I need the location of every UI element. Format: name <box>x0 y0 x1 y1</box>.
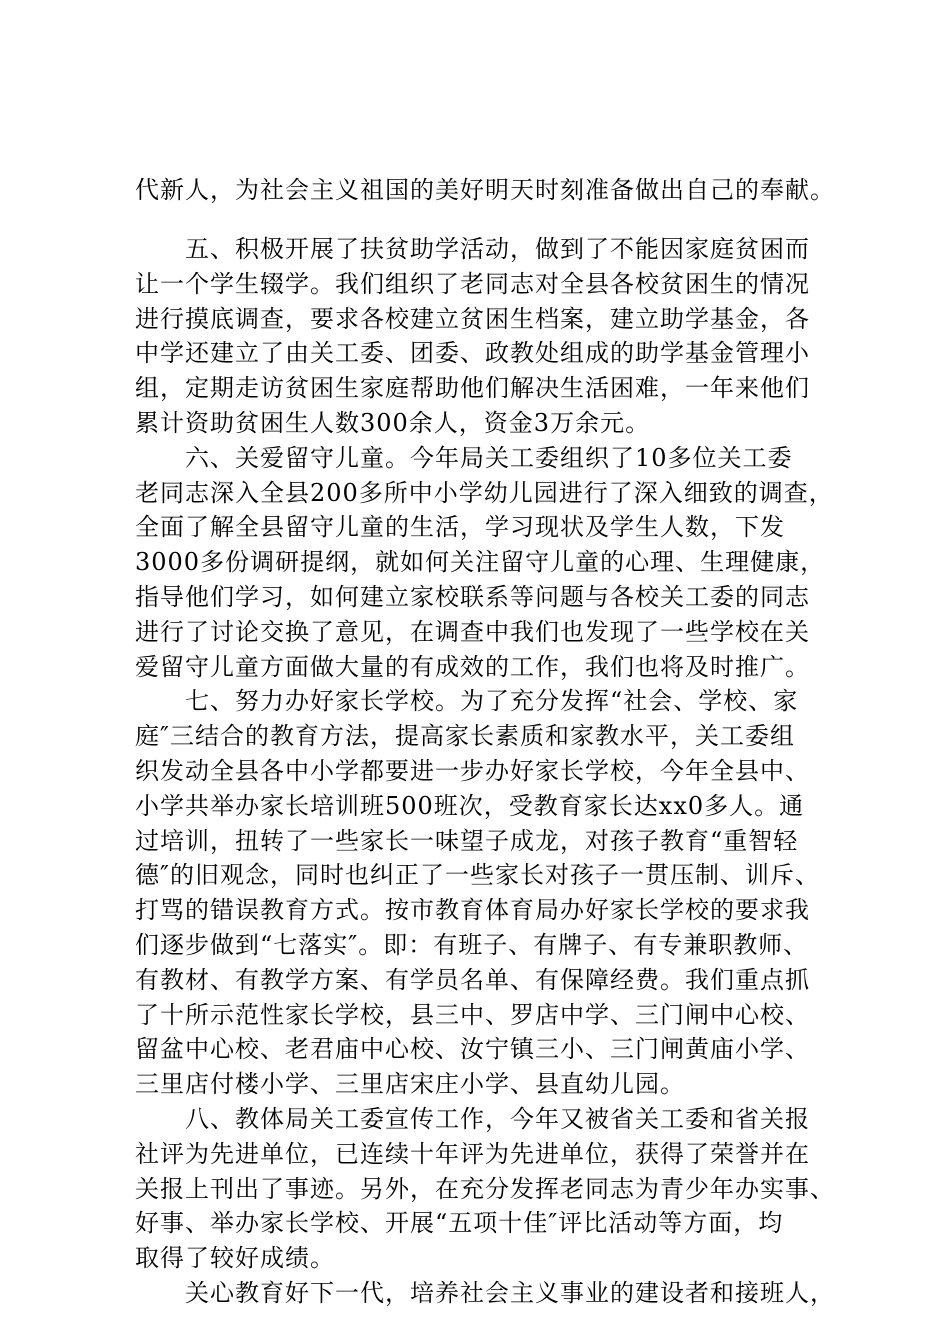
text-line: 关心教育好下一代，培养社会主义事业的建设者和接班人， <box>135 1278 835 1307</box>
text-line: 庭″三结合的教育方法，提高家长素质和家教水平，关工委组 <box>135 722 795 751</box>
text-line: 组，定期走访贫困生家庭帮助他们解决生活困难，一年来他们 <box>135 374 810 403</box>
text-line: 爱留守儿童方面做大量的有成效的工作，我们也将及时推广。 <box>135 652 810 681</box>
text-line: 们逐步做到“七落实″。即：有班子、有牌子、有专兼职教师、 <box>135 930 809 959</box>
text-line: 全面了解全县留守儿童的生活，学习现状及学生人数，下发 <box>135 513 785 542</box>
text-line: 关报上刊出了事迹。另外，在充分发挥老同志为青少年办实事、 <box>135 1174 835 1203</box>
text-line: 代新人，为社会主义祖国的美好明天时刻准备做出自己的奉献。 <box>135 176 835 204</box>
text-line: 小学共举办家长培训班500班次，受教育家长达xx0多人。通 <box>135 791 805 820</box>
text-line: 留盆中心校、老君庙中心校、汝宁镇三小、三门闸黄庙小学、 <box>135 1035 810 1064</box>
text-line: 指导他们学习，如何建立家校联系等问题与各校关工委的同志 <box>135 582 810 611</box>
text-line: 累计资助贫困生人数300余人，资金3万余元。 <box>135 408 651 437</box>
body-text <box>135 232 835 1311</box>
text-line: 好事、举办家长学校、开展“五项十佳″评比活动等方面，均 <box>135 1209 784 1238</box>
text-line: 过培训，扭转了一些家长一味望子成龙，对孩子教育“重智轻 <box>135 826 799 855</box>
paragraph-closing-line <box>135 173 835 208</box>
text-line: 八、教体局关工委宣传工作，今年又被省关工委和省关报 <box>135 1104 810 1133</box>
text-line: 了十所示范性家长学校，县三中、罗店中学、三门闸中心校、 <box>135 1000 810 1029</box>
text-line: 打骂的错误教育方式。按市教育体育局办好家长学校的要求我 <box>135 896 810 925</box>
text-line: 五、积极开展了扶贫助学活动，做到了不能因家庭贫困而 <box>135 235 810 263</box>
text-line: 取得了较好成绩。 <box>135 1244 335 1273</box>
text-line: 让一个学生辍学。我们组织了老同志对全县各校贫困生的情况 <box>135 269 810 298</box>
text-line: 3000多份调研提纲，就如何关注留守儿童的心理、生理健康， <box>135 548 826 577</box>
text-line: 六、关爱留守儿童。今年局关工委组织了10多位关工委 <box>135 443 793 472</box>
text-line: 织发动全县各中小学都要进一步办好家长学校，今年全县中、 <box>135 756 810 785</box>
text-line: 七、努力办好家长学校。为了充分发挥“社会、学校、家 <box>135 687 799 716</box>
text-line: 进行摸底调查，要求各校建立贫困生档案，建立助学基金，各 <box>135 304 810 333</box>
text-line: 进行了讨论交换了意见，在调查中我们也发现了一些学校在关 <box>135 617 810 646</box>
text-line: 三里店付楼小学、三里店宋庄小学、县直幼儿园。 <box>135 1070 685 1099</box>
text-line: 老同志深入全县200多所中小学幼儿园进行了深入细致的调查， <box>135 478 834 507</box>
text-line: 有教材、有教学方案、有学员名单、有保障经费。我们重点抓 <box>135 965 810 994</box>
text-line: 中学还建立了由关工委、团委、政教处组成的助学基金管理小 <box>135 339 810 368</box>
text-line: 社评为先进单位，已连续十年评为先进单位，获得了荣誉并在 <box>135 1139 810 1168</box>
text-line: 德″的旧观念，同时也纠正了一些家长对孩子一贯压制、训斥、 <box>135 861 820 890</box>
